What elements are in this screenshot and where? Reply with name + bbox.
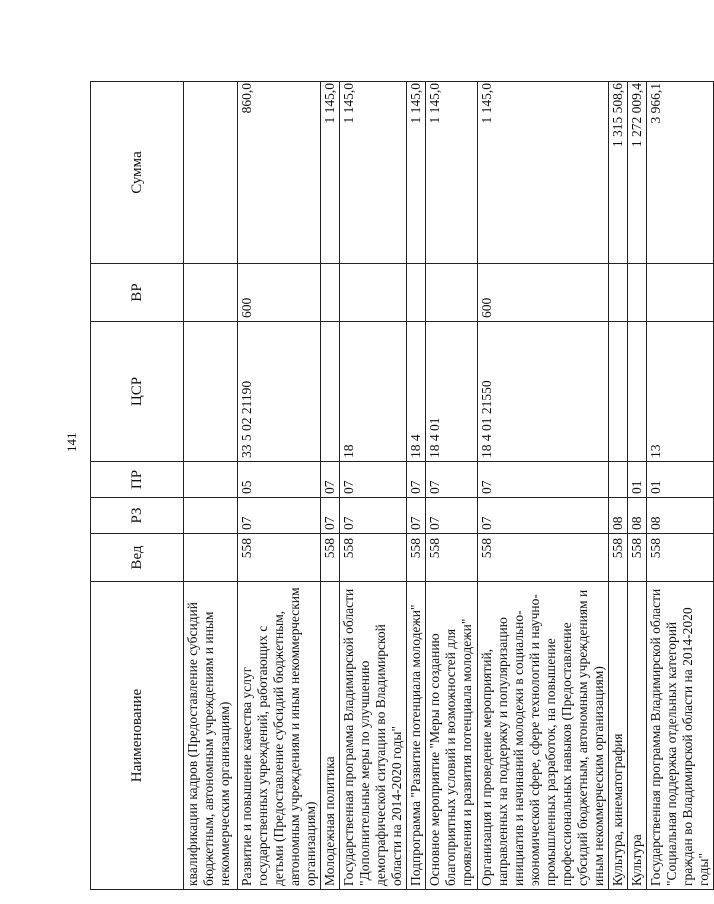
table-row [184, 82, 238, 890]
cell-csr [628, 322, 647, 462]
cell-csr: 18 4 [407, 322, 426, 462]
cell-pr: 07 [407, 462, 426, 498]
cell-pr [609, 462, 628, 498]
cell-vr [184, 264, 238, 322]
cell-pr: 05 [238, 462, 321, 498]
header-name: Наименование [91, 582, 184, 890]
cell-sum: 1 315 508,6 [609, 82, 628, 264]
cell-ved: 558 [478, 534, 609, 582]
cell-rz: 07 [407, 498, 426, 534]
cell-sum: 1 145,0 [407, 82, 426, 264]
table-row [407, 82, 426, 890]
header-sum: Сумма [91, 82, 184, 264]
cell-ved: 558 [647, 534, 714, 582]
cell-csr [321, 322, 340, 462]
cell-sum: 1 145,0 [478, 82, 609, 264]
table-row [628, 82, 647, 890]
cell-csr [609, 322, 628, 462]
cell-pr: 07 [340, 462, 407, 498]
cell-sum: 3 966,1 [647, 82, 714, 264]
cell-csr: 33 5 02 21190 [238, 322, 321, 462]
cell-name: Развитие и повышение качества услуг государственных учреждений, работающих с детьми (Предоставление субсидий бюджетным, автономным учреждениям и иным некоммерческим организациям) [238, 582, 321, 890]
cell-rz: 08 [628, 498, 647, 534]
cell-vr [647, 264, 714, 322]
cell-rz: 07 [340, 498, 407, 534]
cell-sum: 1 145,0 [321, 82, 340, 264]
cell-rz: 07 [321, 498, 340, 534]
cell-csr: 18 4 01 21550 [478, 322, 609, 462]
cell-vr [407, 264, 426, 322]
cell-pr [184, 462, 238, 498]
cell-pr: 07 [426, 462, 478, 498]
cell-sum: 860,0 [238, 82, 321, 264]
table-row [340, 82, 407, 890]
budget-table [90, 81, 714, 890]
cell-name: Государственная программа Владимирской области "Дополнительные меры по улучшению демографической ситуации во Владимирской области на 2014-2020 годы" [340, 582, 407, 890]
header-csr: ЦСР [91, 322, 184, 462]
cell-sum: 1 145,0 [340, 82, 407, 264]
cell-name: Основное мероприятие "Меры по созданию благоприятных условий и возможностей для проявления и развития потенциала молодежи" [426, 582, 478, 890]
cell-sum: 1 145,0 [426, 82, 478, 264]
cell-name: Организация и проведение мероприятий, направленных на поддержку и популяризацию инициатив и начинаний молодежи в социально-экономической сфере, сфере технологий и научно-промышленных разработок, на повышение профессиональных навыков (Предоставление субсидий бюджетным, автономным учреждениям и иным некоммерческим организациям) [478, 582, 609, 890]
cell-ved: 558 [426, 534, 478, 582]
cell-ved: 558 [407, 534, 426, 582]
cell-name: квалификации кадров (Предоставление субсидий бюджетным, автономным учреждениям и иным некоммерческим организациям) [184, 582, 238, 890]
cell-pr: 01 [628, 462, 647, 498]
cell-ved: 558 [628, 534, 647, 582]
table-row [321, 82, 340, 890]
cell-name: Подпрограмма "Развитие потенциала молодежи" [407, 582, 426, 890]
cell-name: Молодежная политика [321, 582, 340, 890]
cell-rz: 07 [426, 498, 478, 534]
cell-ved: 558 [340, 534, 407, 582]
cell-vr [321, 264, 340, 322]
budget-table-rotated [90, 82, 711, 890]
table-row [238, 82, 321, 890]
cell-sum: 1 272 009,4 [628, 82, 647, 264]
cell-vr [628, 264, 647, 322]
cell-name: Государственная программа Владимирской области "Социальная поддержка отдельных категорий граждан во Владимирской области на 2014-2020 годы" [647, 582, 714, 890]
cell-csr [184, 322, 238, 462]
cell-ved [184, 534, 238, 582]
cell-rz [184, 498, 238, 534]
header-row [91, 82, 184, 890]
header-vr: ВР [91, 264, 184, 322]
page-number: 141 [64, 432, 79, 452]
cell-csr: 18 [340, 322, 407, 462]
cell-ved: 558 [321, 534, 340, 582]
cell-pr: 01 [647, 462, 714, 498]
cell-ved: 558 [609, 534, 628, 582]
cell-name: Культура [628, 582, 647, 890]
cell-ved: 558 [238, 534, 321, 582]
cell-name: Культура, кинематография [609, 582, 628, 890]
cell-rz: 07 [238, 498, 321, 534]
cell-rz: 08 [647, 498, 714, 534]
cell-csr: 18 4 01 [426, 322, 478, 462]
cell-vr [609, 264, 628, 322]
cell-sum [184, 82, 238, 264]
cell-vr: 600 [478, 264, 609, 322]
cell-pr: 07 [321, 462, 340, 498]
cell-pr: 07 [478, 462, 609, 498]
table-row [647, 82, 714, 890]
header-ved: Вед [91, 534, 184, 582]
cell-rz: 08 [609, 498, 628, 534]
header-pr: ПР [91, 462, 184, 498]
cell-vr [340, 264, 407, 322]
table-row [478, 82, 609, 890]
header-rz: РЗ [91, 498, 184, 534]
table-row [609, 82, 628, 890]
table-row [426, 82, 478, 890]
cell-vr [426, 264, 478, 322]
cell-csr: 13 [647, 322, 714, 462]
cell-vr: 600 [238, 264, 321, 322]
cell-rz: 07 [478, 498, 609, 534]
